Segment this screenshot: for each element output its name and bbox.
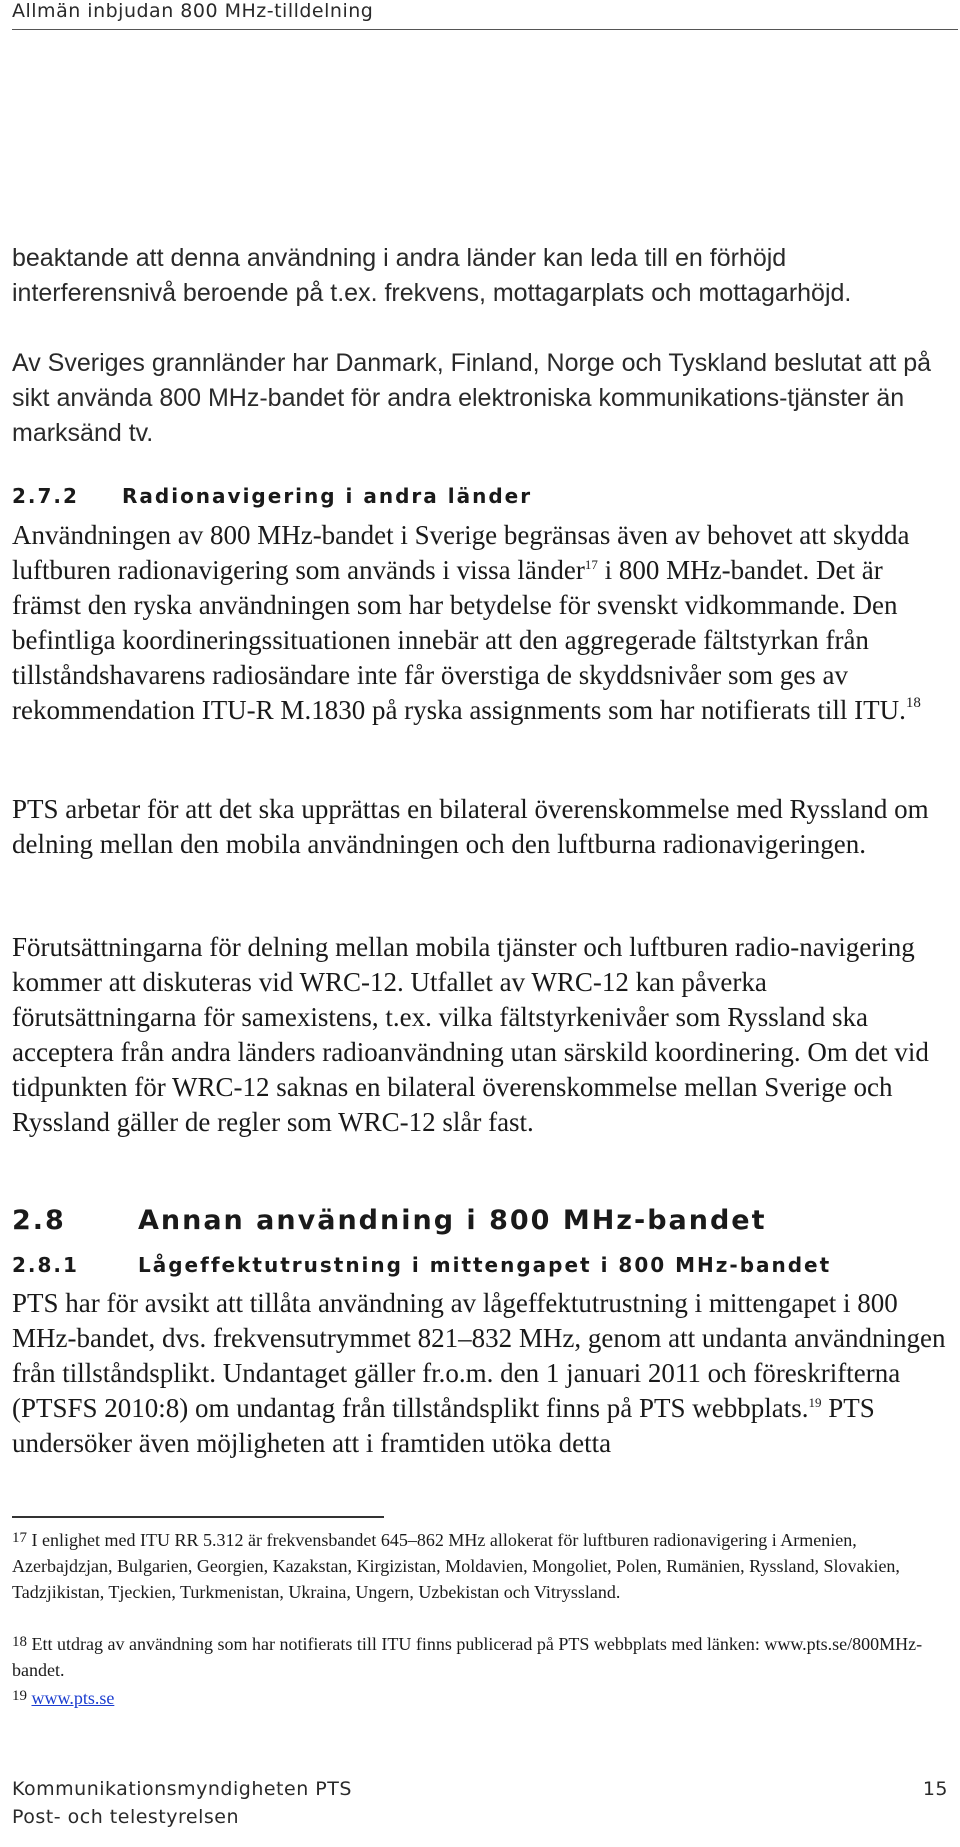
paragraph-bilateral: PTS arbetar för att det ska upprättas en bilateral överenskommelse med Ryssland om delning mellan den mobila användningen och den luftburna radionavigeringen. [12, 794, 929, 859]
footnote-text: I enlighet med ITU RR 5.312 är frekvensbandet 645–862 MHz allokerat för luftburen radionavigering i Armenien, Azerbajdzjan, Bulgarien, Georgien, Kazakstan, Kirgizistan, Moldavien, Mongoliet, Polen, Rumänien, Ryssland, Slovakien, Tadzjikistan, Tjeckien, Turkmenistan, Ukraina, Ungern, Uzbekistan och Vitryssland. [12, 1530, 900, 1602]
footnote-19 [12, 1685, 952, 1711]
heading-number: 2.7.2 [12, 484, 79, 508]
paragraph-text: i 800 MHz-bandet. Det är främst den ryska användningen som har betydelse för svenskt vidkommande. Den befintliga koordineringssituationen innebär att den aggregerade fältstyrkan från tillståndshavarens radiosändare inte får överstiga de skyddsnivåer som ges av rekommendation ITU-R M.1830 på ryska assignments som har notifierats till ITU. [12, 555, 906, 725]
section-heading-2-7-2 [12, 484, 532, 508]
heading-number: 2.8.1 [12, 1253, 79, 1277]
paragraph-text: Användningen av 800 MHz-bandet i Sverige begränsas även av behovet att skydda luftburen radionavigering som används i vissa länder [12, 520, 910, 585]
footnote-divider [12, 1516, 384, 1518]
footnote-number: 17 [12, 1530, 27, 1546]
footer-subtitle: Post- och telestyrelsen [12, 1806, 239, 1828]
footnote-18 [12, 1631, 952, 1683]
footnote-17 [12, 1527, 952, 1605]
footnote-link[interactable]: www.pts.se [31, 1688, 115, 1708]
footnote-ref-17[interactable]: 17 [584, 557, 598, 572]
footer-line [12, 1778, 948, 1800]
footnote-number: 19 [12, 1688, 27, 1704]
footnote-text: Ett utdrag av användning som har notifierats till ITU finns publicerad på PTS webbplats med länken: www.pts.se/800MHz-bandet. [12, 1634, 923, 1680]
paragraph-low-power [12, 1286, 952, 1461]
section-heading-2-8-1 [12, 1253, 831, 1277]
footer-org: Kommunikationsmyndigheten PTS [12, 1778, 352, 1800]
paragraph-radionavigation [12, 518, 952, 728]
paragraph-wrc12: Förutsättningarna för delning mellan mobila tjänster och luftburen radio-navigering kommer att diskuteras vid WRC-12. Utfallet av WRC-12 kan påverka förutsättningarna för samexistens, t.ex. vilka fältstyrkenivåer som Ryssland ska acceptera från andra länders radioanvändning utan särskild koordinering. Om det vid tidpunkten för WRC-12 saknas en bilateral överenskommelse mellan Sverige och Ryssland gäller de regler som WRC-12 slår fast. [12, 932, 929, 1137]
page-number: 15 [922, 1778, 948, 1800]
footnote-ref-19[interactable]: 19 [808, 1395, 822, 1410]
footnote-ref-18[interactable]: 18 [905, 695, 921, 711]
heading-number: 2.8 [12, 1205, 66, 1236]
paragraph-text: PTS har för avsikt att tillåta användning av lågeffektutrustning i mittengapet i 800 MHz-bandet, dvs. frekvensutrymmet 821–832 MHz, genom att undanta användningen från tillståndsplikt. Undantaget gäller fr.o.m. den 1 januari 2011 och föreskrifterna (PTSFS 2010:8) om undantag från tillståndsplikt finns på PTS webbplats. [12, 1288, 946, 1423]
section-heading-2-8 [12, 1205, 767, 1236]
paragraph-interference: beaktande att denna användning i andra länder kan leda till en förhöjd interferensnivå beroende på t.ex. frekvens, mottagarplats och mottagarhöjd. [12, 244, 852, 307]
heading-title: Lågeffektutrustning i mittengapet i 800 MHz-bandet [138, 1253, 832, 1277]
paragraph-neighbours: Av Sveriges grannländer har Danmark, Finland, Norge och Tyskland beslutat att på sikt använda 800 MHz-bandet för andra elektroniska kommunikations-tjänster än marksänd tv. [12, 349, 932, 447]
paragraph-text: PTS undersöker även möjligheten att i framtiden utöka detta [12, 1393, 875, 1458]
heading-title: Annan användning i 800 MHz-bandet [138, 1205, 767, 1236]
footnote-number: 18 [12, 1634, 27, 1650]
page-header: Allmän inbjudan 800 MHz-tilldelning [12, 0, 958, 30]
heading-title: Radionavigering i andra länder [122, 484, 533, 508]
